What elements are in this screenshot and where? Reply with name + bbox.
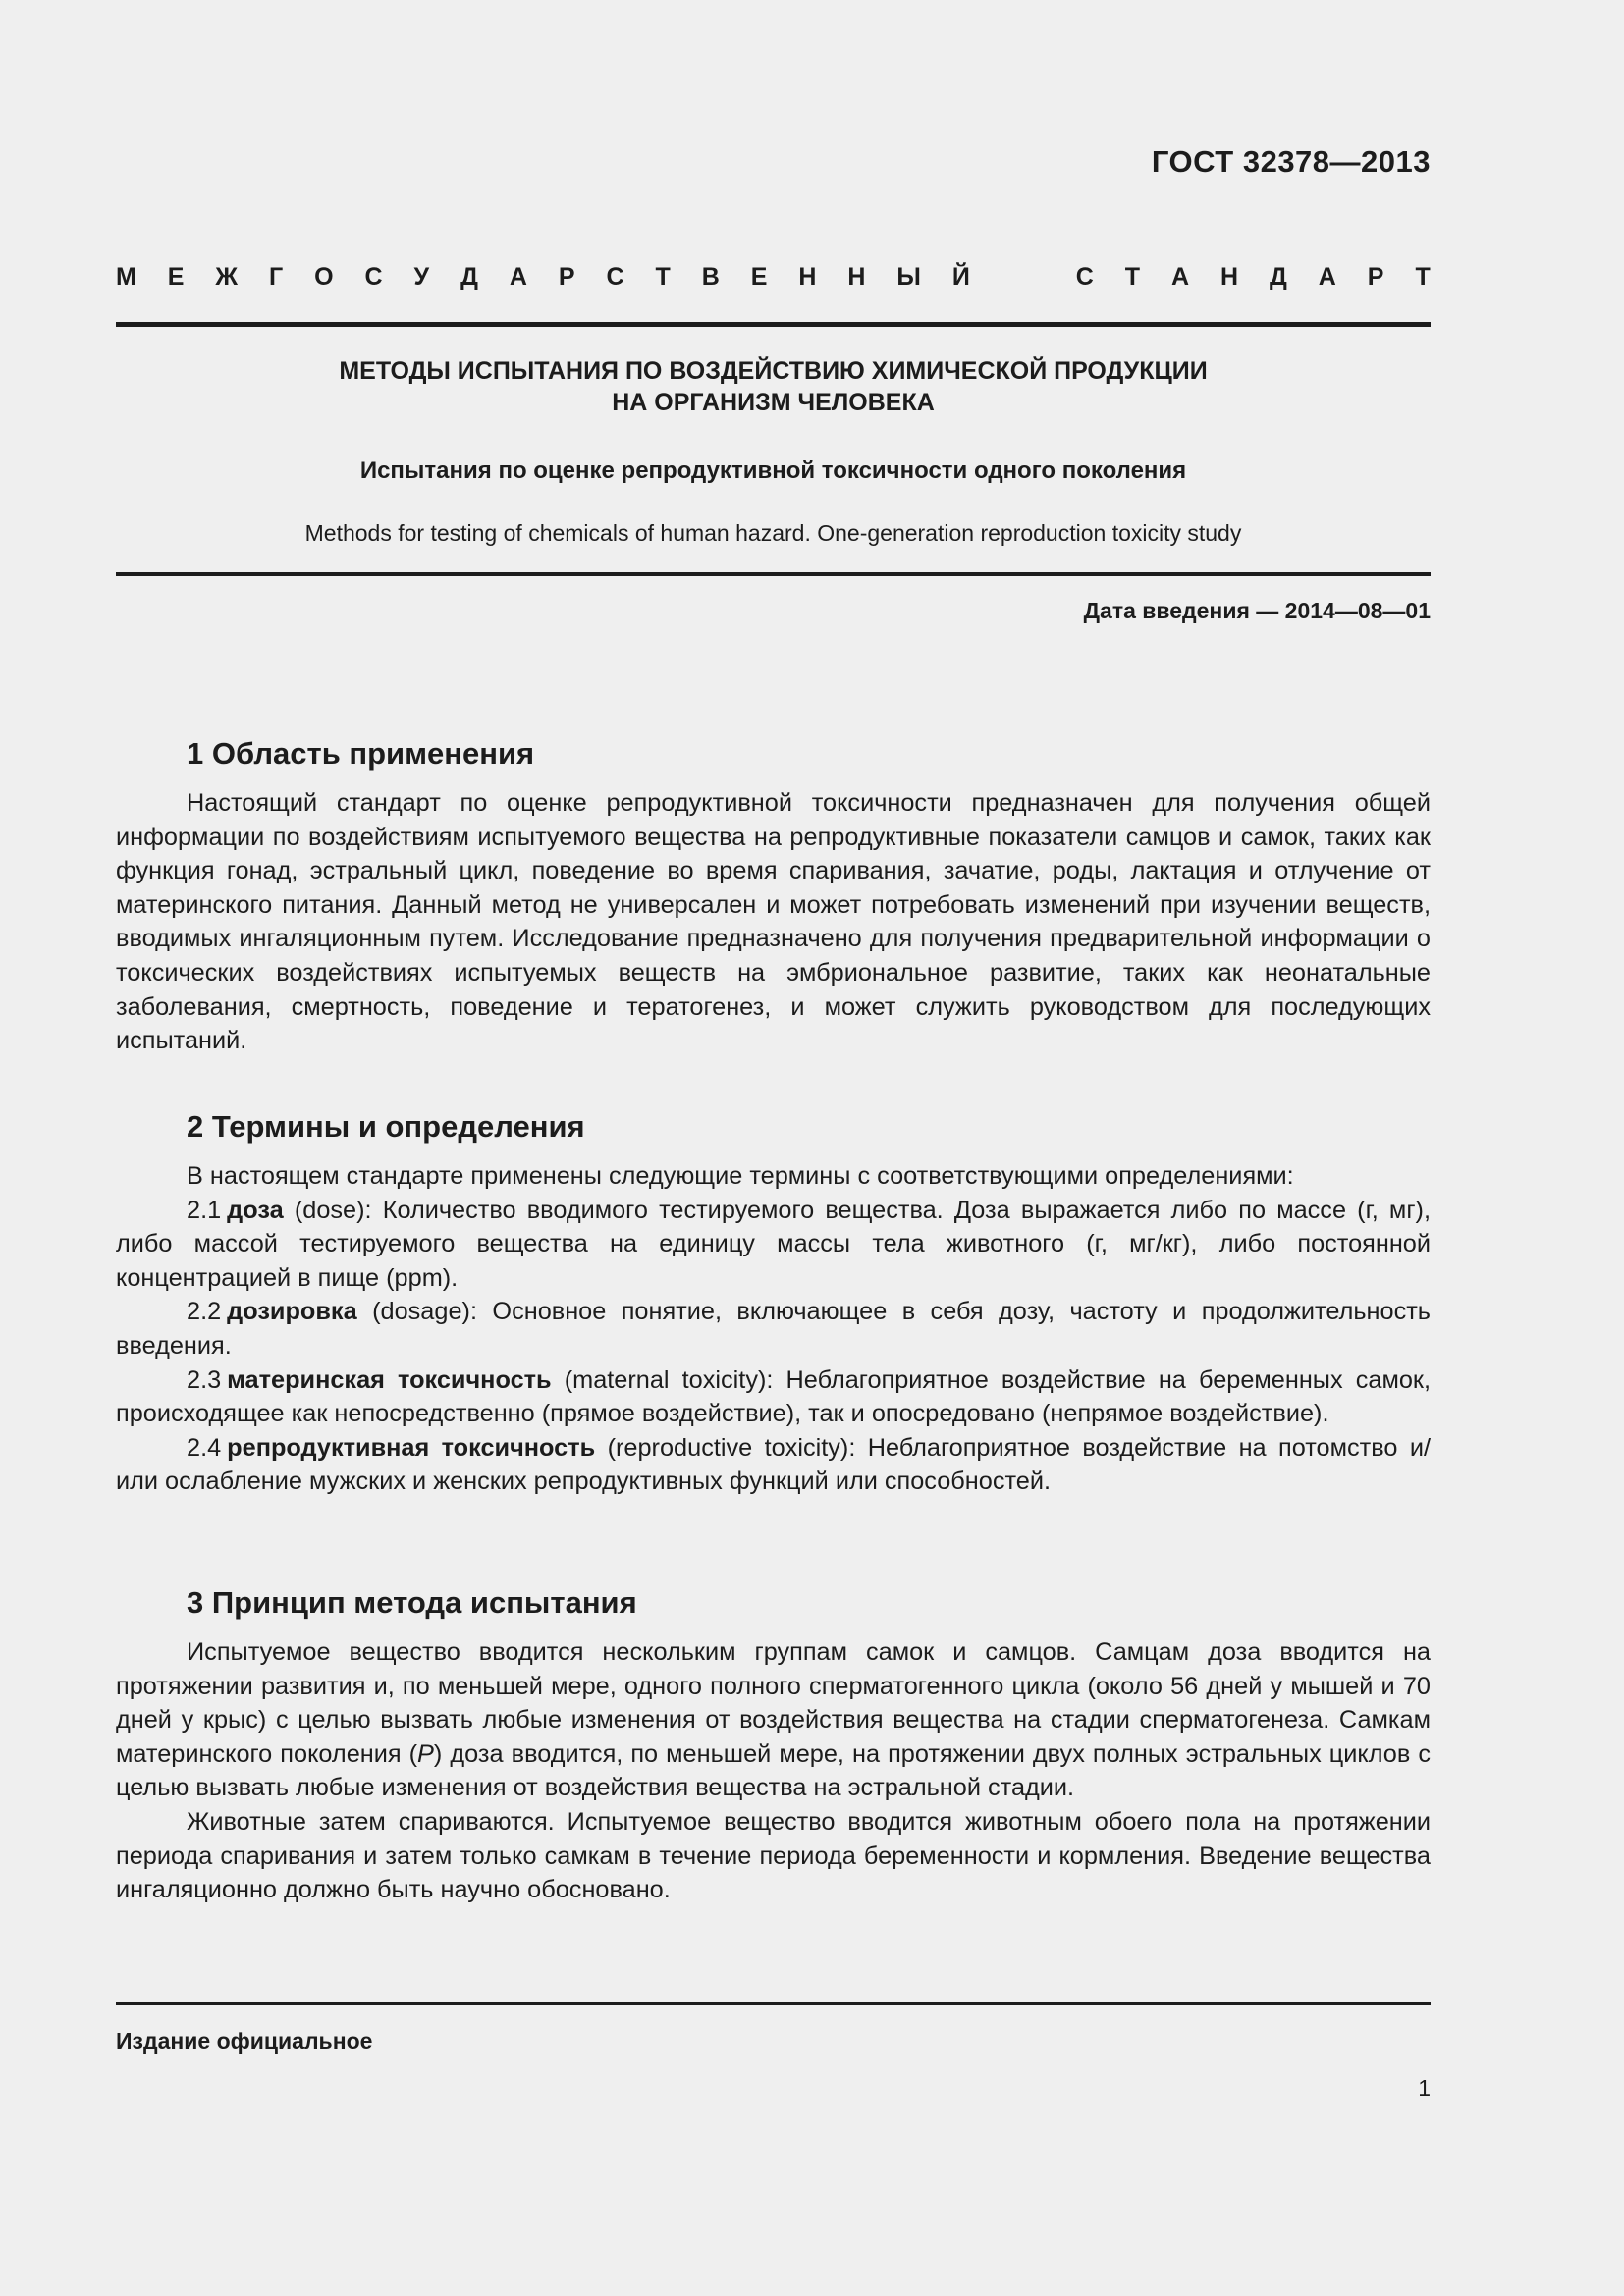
paragraph: В настоящем стандарте применены следующие термины с соответствующими определениями:: [187, 1162, 1294, 1190]
definition-number: 2.2: [187, 1298, 222, 1326]
interstate_word1-letter: О: [314, 263, 334, 291]
paragraph: Настоящий стандарт по оценке репродуктивной токсичности предназначен для получения общей информации по воздействиям испытуемого вещества на репродуктивные показатели самцов и самок, таких как функция гонад, эстральный цикл, поведение во время спаривания, зачатие, роды, лактация и отлучение от материнского питания. Данный метод не универсален и может потребовать изменений при изучении веществ, вводимых ингаляционным путем. Исследование предназначено для получения предварительной информации о токсических воздействиях испытуемых веществ на эмбриональное развитие, таких как неонатальные заболевания, смертность, поведение и тератогенез, и может служить руководством для последующих испытаний.: [116, 789, 1431, 1055]
interstate_word2-letter: Д: [1270, 263, 1287, 291]
interstate_word1-letter: Й: [951, 263, 970, 291]
interstate_word1-letter: С: [364, 263, 383, 291]
paragraph: [116, 1635, 1431, 1805]
interstate_word1-letter: Е: [167, 263, 185, 291]
interstate_word1-letter: В: [701, 263, 720, 291]
interstate_word1-letter: Е: [750, 263, 768, 291]
definition-number: 2.3: [187, 1365, 222, 1394]
standard-number: ГОСТ 32378—2013: [1151, 144, 1431, 179]
paragraph-italic: P: [417, 1739, 434, 1768]
section-heading: 2 Термины и определения: [187, 1109, 585, 1144]
top-rule: [116, 322, 1431, 327]
definition-text: (dosage): Основное понятие, включающее в себя дозу, частоту и продолжительность введения.: [116, 1298, 1431, 1360]
title-rule: [116, 572, 1431, 576]
word-gap: [1001, 263, 1045, 292]
interstate_word1-letter: Ж: [215, 263, 239, 291]
paragraph: Животные затем спариваются. Испытуемое вещество вводится животным обоего пола на протяжении периода спаривания и затем только самкам в течение периода беременности и кормления. Введение вещества ингаляционно должно быть научно обосновано.: [116, 1807, 1431, 1904]
interstate_word1-letter: Д: [460, 263, 478, 291]
title-line-2: НА ОРГАНИЗМ ЧЕЛОВЕКА: [612, 389, 935, 416]
definition-item: [116, 1363, 1431, 1431]
interstate_word1-letter: Н: [847, 263, 866, 291]
definition-item: [116, 1295, 1431, 1362]
paragraph-text: ) доза вводится, по меньшей мере, на протяжении двух полных эстральных циклов с целью вызвать любые изменения от воздействия вещества на эстральной стадии.: [116, 1739, 1431, 1802]
interstate_word1-letter: Т: [655, 263, 671, 291]
paragraph-text: Испытуемое вещество вводится нескольким группам самок и самцов. Самцам доза вводится на протяжении развития и, по меньшей мере, одного полного сперматогенного цикла (около 56 дней у мышей и 70 дней у крыс) с целью вызвать любые изменения от воздействия вещества на стадии сперматогенеза. Самкам материнского поколения (: [116, 1638, 1431, 1768]
definition-text: (dose): Количество вводимого тестируемого вещества. Доза выражается либо по массе (г, мг), либо массой тестируемого вещества на единицу массы тела животного (г, мг/кг), либо постоянной концентрацией в пище (ppm).: [116, 1196, 1431, 1292]
definition-term: дозировка: [227, 1298, 357, 1326]
section-terms: [116, 1107, 1431, 1499]
interstate_word1-letter: Р: [558, 263, 575, 291]
interstate_word1-letter: У: [413, 263, 430, 291]
interstate_word1-letter: Г: [268, 263, 284, 291]
document-title: [116, 355, 1431, 418]
interstate_word2-letter: Т: [1415, 263, 1431, 291]
interstate_word1-letter: Ы: [896, 263, 921, 291]
document-subtitle: Испытания по оценке репродуктивной токсичности одного поколения: [359, 457, 1187, 484]
definition-number: 2.1: [187, 1196, 222, 1224]
interstate_word1-letter: М: [116, 263, 136, 291]
document-page: [116, 0, 1431, 2296]
definition-term: репродуктивная токсичность: [227, 1433, 596, 1462]
definition-number: 2.4: [187, 1433, 222, 1462]
interstate_word2-letter: Р: [1367, 263, 1384, 291]
interstate_word2-letter: Т: [1124, 263, 1141, 291]
section-principle: [116, 1583, 1431, 1907]
english-title: Methods for testing of chemicals of human hazard. One-generation reproduction toxicity study: [304, 520, 1242, 546]
definition-term: материнская токсичность: [227, 1365, 552, 1394]
page-number: 1: [1418, 2075, 1431, 2101]
interstate_word2-letter: С: [1075, 263, 1094, 291]
section-scope: [116, 734, 1431, 1058]
definition-text: (maternal toxicity): Неблагоприятное воздействие на беременных самок, происходящее как непосредственно (прямое воздействие), так и опосредовано (непрямое воздействие).: [116, 1365, 1432, 1428]
footer-rule: [116, 2002, 1431, 2005]
section-heading: 1 Область применения: [187, 736, 535, 771]
interstate_word1-letter: А: [509, 263, 527, 291]
interstate_word1-letter: Н: [798, 263, 817, 291]
introduction-date: Дата введения — 2014—08—01: [1083, 598, 1431, 623]
interstate_word2-letter: А: [1318, 263, 1336, 291]
title-line-1: МЕТОДЫ ИСПЫТАНИЯ ПО ВОЗДЕЙСТВИЮ ХИМИЧЕСКОЙ ПРОДУКЦИИ: [339, 357, 1208, 385]
definition-text: (reproductive toxicity): Неблагоприятное воздействие на потомство и/или ослабление мужских и женских репродуктивных функций или способностей.: [116, 1433, 1431, 1496]
definition-term: доза: [227, 1196, 284, 1224]
interstate-standard-label: [116, 263, 1431, 292]
section-heading: 3 Принцип метода испытания: [187, 1585, 637, 1620]
official-edition-label: Издание официальное: [116, 2028, 373, 2054]
interstate_word2-letter: А: [1170, 263, 1190, 291]
definition-item: [116, 1431, 1431, 1499]
interstate_word2-letter: Н: [1220, 263, 1239, 291]
definition-item: [116, 1194, 1431, 1296]
interstate_word1-letter: С: [606, 263, 624, 291]
